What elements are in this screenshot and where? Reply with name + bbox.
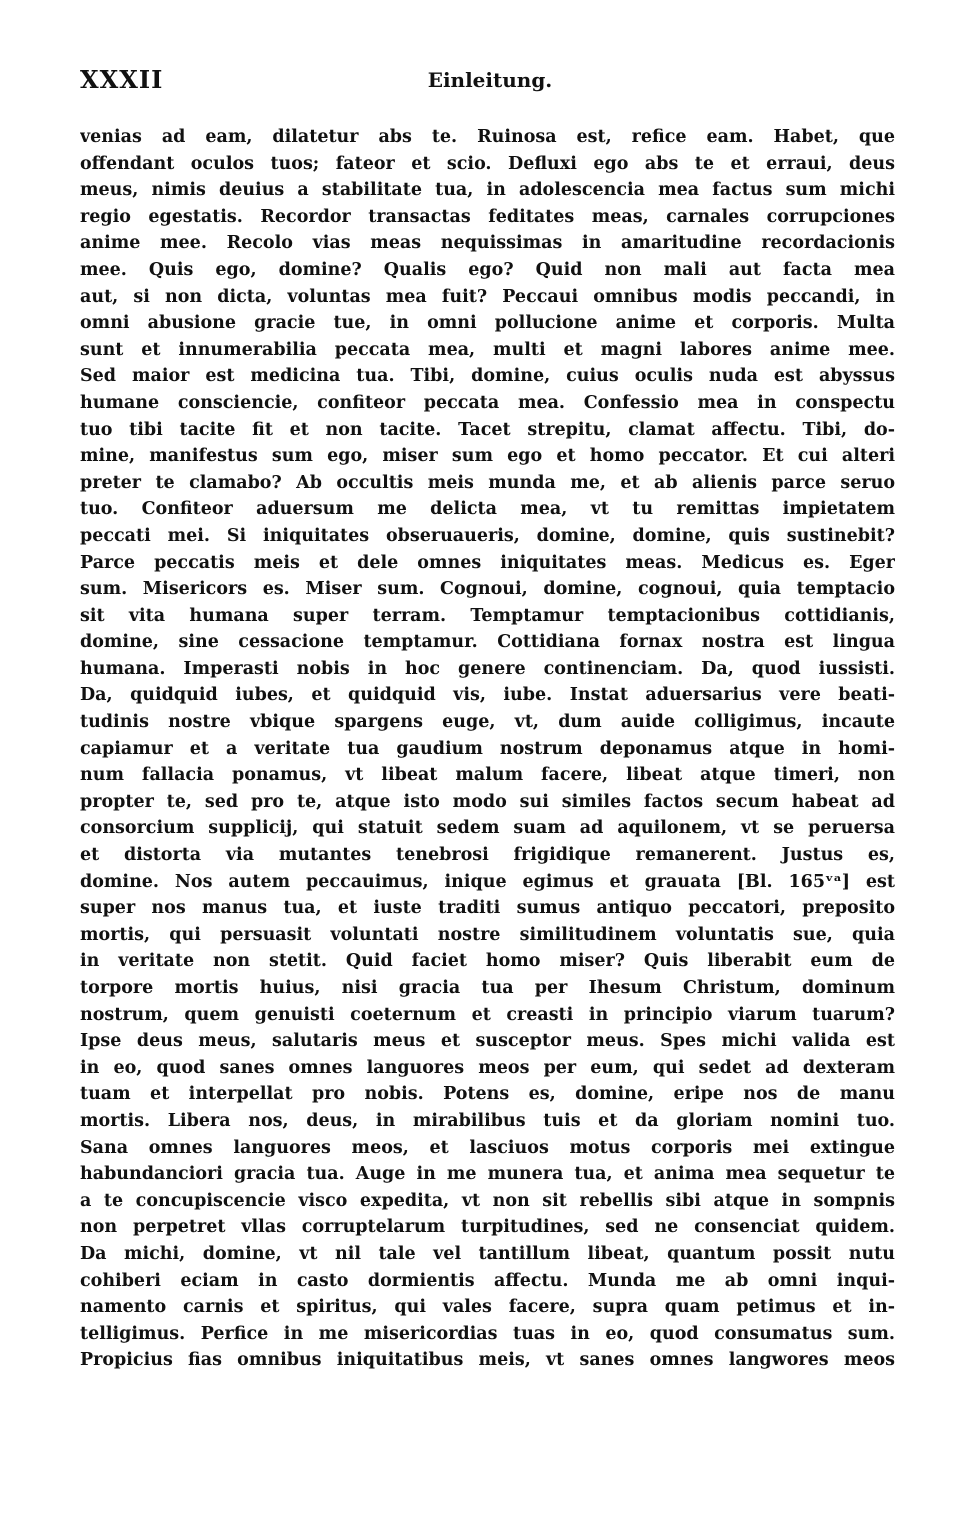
text-line: torpore mortis huius, nisi gracia tua per Ihesum Christum, dominum bbox=[80, 978, 895, 998]
text-line: meus, nimis deuius a stabilitate tua, in adolescencia mea factus sum michi bbox=[80, 180, 895, 201]
text-line: regio egestatis. Recordor transactas feditates meas, carnales corrupciones bbox=[80, 206, 895, 227]
text-line: sunt et innumerabilia peccata mea, multi et magni labores anime mee. bbox=[80, 339, 895, 360]
text-line: humane consciencie, confiteor peccata mea. Confessio mea in conspectu bbox=[80, 392, 895, 413]
body-text bbox=[80, 124, 895, 1374]
text-line: habundanciori gracia tua. Auge in me munera tua, et anima mea sequetur te bbox=[80, 1164, 895, 1185]
text-line: domine, sine cessacione temptamur. Cottidiana fornax nostra est lingua bbox=[80, 632, 895, 653]
text-line: consorcium supplicij, qui statuit sedem suam ad aquilonem, vt se peruersa bbox=[80, 818, 895, 839]
text-line: tudinis nostre vbique spargens euge, vt, dum auide colligimus, incaute bbox=[80, 712, 895, 733]
text-line: aut, si non dicta, voluntas mea fuit? Peccaui omnibus modis peccandi, in bbox=[80, 286, 895, 307]
text-line: Ipse deus meus, salutaris meus et susceptor meus. Spes michi valida est bbox=[80, 1031, 895, 1052]
text-line: omni abusione gracie tue, in omni pollucione anime et corporis. Multa bbox=[80, 313, 895, 334]
text-line: Da, quidquid iubes, et quidquid vis, iube. Instat aduersarius vere beati- bbox=[80, 685, 895, 706]
text-line: telligimus. Perfice in me misericordias tuas in eo, quod consumatus sum. bbox=[80, 1323, 895, 1344]
text-line: mee. Quis ego, domine? Qualis ego? Quid non mali aut facta mea bbox=[80, 259, 895, 280]
text-line: sum. Misericors es. Miser sum. Cognoui, domine, cognoui, quia temptacio bbox=[80, 579, 895, 600]
text-line: et distorta via mutantes tenebrosi frigidique remanerent. Justus es, bbox=[80, 845, 895, 866]
text-line: tuam et interpellat pro nobis. Potens es, domine, eripe nos de manu bbox=[80, 1084, 895, 1105]
section-title: Einleitung. bbox=[427, 68, 553, 92]
text-line: tuo tibi tacite fit et non tacite. Tacet strepitu, clamat affectu. Tibi, do- bbox=[80, 419, 895, 440]
text-line: offendant oculos tuos; fateor et scio. Defluxi ego abs te et erraui, deus bbox=[80, 153, 895, 174]
text-line: preter te clamabo? Ab occultis meis munda me, et ab alienis parce seruo bbox=[80, 472, 895, 493]
text-line: sit vita humana super terram. Temptamur temptacionibus cottidianis, bbox=[80, 605, 895, 626]
running-head bbox=[80, 62, 895, 102]
text-line: anime mee. Recolo vias meas nequissimas in amaritudine recordacionis bbox=[80, 233, 895, 254]
text-line: domine. Nos autem peccauimus, inique egimus et grauata [Bl. 165ᵛᵃ] est bbox=[80, 871, 895, 892]
text-line: namento carnis et spiritus, qui vales facere, supra quam petimus et in- bbox=[80, 1297, 895, 1318]
text-line: humana. Imperasti nobis in hoc genere continenciam. Da, quod iussisti. bbox=[80, 658, 895, 679]
text-line: mine, manifestus sum ego, miser sum ego et homo peccator. Et cui alteri bbox=[80, 446, 895, 467]
text-line: a te concupiscencie visco expedita, vt non sit rebellis sibi atque in sompnis bbox=[80, 1190, 895, 1211]
text-line: nostrum, quem genuisti coeternum et creasti in principio viarum tuarum? bbox=[80, 1004, 895, 1025]
text-line: Sana omnes languores meos, et lasciuos motus corporis mei extingue bbox=[80, 1137, 895, 1158]
text-line: mortis. Libera nos, deus, in mirabilibus tuis et da gloriam nomini tuo. bbox=[80, 1110, 895, 1131]
text-line: Da michi, domine, vt nil tale vel tantillum libeat, quantum possit nutu bbox=[80, 1243, 895, 1264]
text-line: cohiberi eciam in casto dormientis affectu. Munda me ab omni inqui- bbox=[80, 1270, 895, 1291]
page-number: XXXII bbox=[80, 65, 164, 94]
text-line: in veritate non stetit. Quid faciet homo miser? Quis liberabit eum de bbox=[80, 951, 895, 972]
text-line: Sed maior est medicina tua. Tibi, domine, cuius oculis nuda est abyssus bbox=[80, 366, 895, 387]
text-line: capiamur et a veritate tua gaudium nostrum deponamus atque in homi- bbox=[80, 738, 895, 759]
text-line: peccati mei. Si iniquitates obseruaueris, domine, domine, quis sustinebit? bbox=[80, 525, 895, 546]
text-line: tuo. Confiteor aduersum me delicta mea, vt tu remittas impietatem bbox=[80, 499, 895, 520]
text-line: Propicius fias omnibus iniquitatibus meis, vt sanes omnes langwores meos bbox=[80, 1350, 895, 1371]
text-line: Parce peccatis meis et dele omnes iniquitates meas. Medicus es. Eger bbox=[80, 552, 895, 573]
text-line: num fallacia ponamus, vt libeat malum facere, libeat atque timeri, non bbox=[80, 765, 895, 786]
text-line: super nos manus tua, et iuste traditi sumus antiquo peccatori, preposito bbox=[80, 898, 895, 919]
text-line: mortis, qui persuasit voluntati nostre similitudinem voluntatis sue, quia bbox=[80, 924, 895, 945]
text-line: propter te, sed pro te, atque isto modo sui similes factos secum habeat ad bbox=[80, 791, 895, 812]
text-line: in eo, quod sanes omnes languores meos per eum, qui sedet ad dexteram bbox=[80, 1057, 895, 1078]
text-line: non perpetret vllas corruptelarum turpitudines, sed ne consenciat quidem. bbox=[80, 1217, 895, 1238]
text-line: venias ad eam, dilatetur abs te. Ruinosa est, refice eam. Habet, que bbox=[80, 127, 895, 147]
